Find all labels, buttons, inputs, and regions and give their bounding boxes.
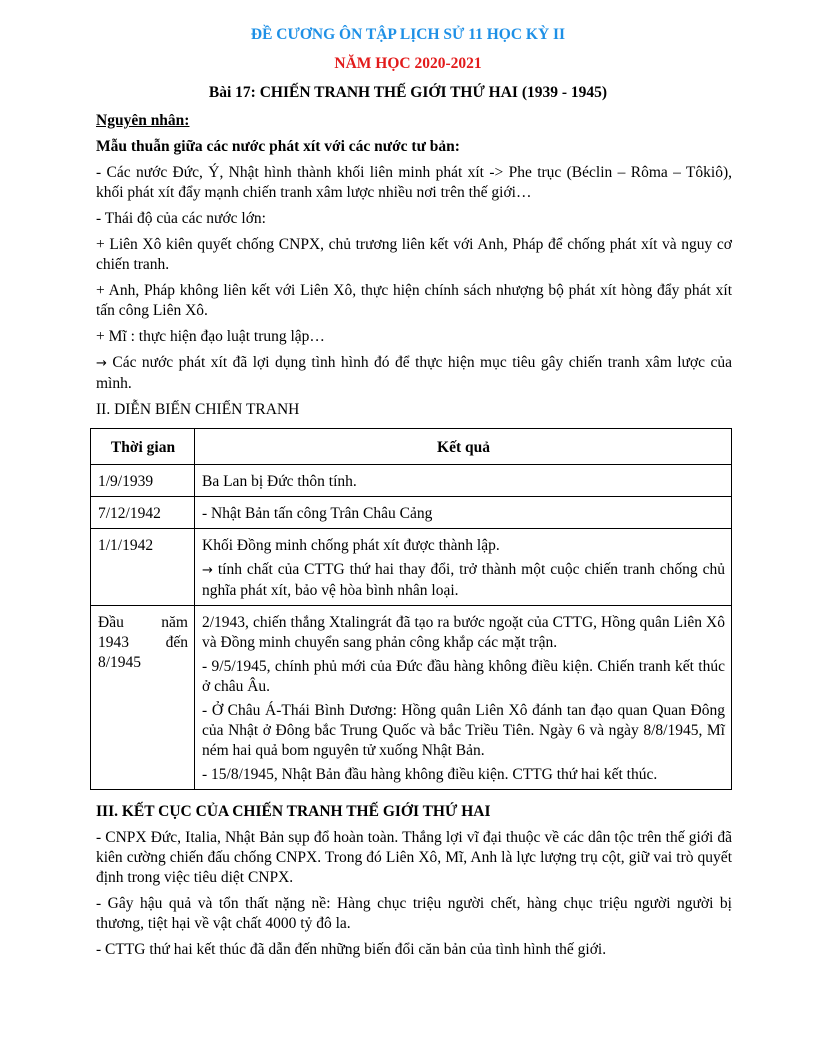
causes-paragraph-3: + Liên Xô kiên quyết chống CNPX, chủ trương liên kết với Anh, Pháp để chống phát xít và nguy cơ chiến tranh. [96,236,732,273]
row-time: 1/9/1939 [91,465,195,497]
column-header-result: Kết quả [195,429,732,465]
causes-heading: Nguyên nhân: [96,112,190,129]
result-text [202,560,725,601]
row-result [195,465,732,497]
causes-conclusion [96,353,732,394]
causes-conclusion-text: Các nước phát xít đã lợi dụng tình hình đó để thực hiện mục tiêu gây chiến tranh xâm lược của mình. [96,354,732,392]
row-time: 1/1/1942 [91,529,195,606]
result-text: - 15/8/1945, Nhật Bản đầu hàng không điều kiện. CTTG thứ hai kết thúc. [202,766,658,783]
causes-subheading: Mẫu thuẫn giữa các nước phát xít với các nước tư bản: [96,138,460,155]
outcome-paragraph-1: - CNPX Đức, Italia, Nhật Bản sụp đổ hoàn toàn. Thắng lợi vĩ đại thuộc về các dân tộc trên thế giới đã kiên cường chiến đấu chống CNPX. Trong đó Liên Xô, Mĩ, Anh là lực lượng trụ cột, giữ vai trò quyết định trong việc tiêu diệt CNPX. [96,829,732,886]
result-text-consequence: tính chất của CTTG thứ hai thay đổi, trở thành một cuộc chiến tranh chống chủ nghĩa phát xít, bảo vệ hòa bình nhân loại. [202,561,725,599]
row-time: 7/12/1942 [91,497,195,529]
outcome-paragraph-3: - CTTG thứ hai kết thúc đã dẫn đến những biến đổi căn bản của tình hình thế giới. [96,941,607,958]
result-text: Ba Lan bị Đức thôn tính. [202,473,357,490]
row-time: Đầu năm 1943 đến 8/1945 [91,606,195,790]
outcome-paragraph-2: - Gây hậu quả và tổn thất nặng nề: Hàng chục triệu người chết, hàng chục triệu người người bị thương, tiệt hại về vật chất 4000 tỷ đô la. [96,895,732,932]
timeline-table [90,428,732,790]
row-result [195,606,732,790]
school-year: NĂM HỌC 2020-2021 [334,55,482,72]
table-row [91,606,732,790]
causes-paragraph-1: - Các nước Đức, Ý, Nhật hình thành khối liên minh phát xít -> Phe trục (Béclin – Rôma – Tôkiô), khối phát xít đẩy mạnh chiến tranh xâm lược nhiều nơi trên thế giới… [96,164,732,201]
result-text: Khối Đồng minh chống phát xít được thành lập. [202,537,500,554]
result-text: - 9/5/1945, chính phủ mới của Đức đầu hàng không điều kiện. Chiến tranh kết thúc ở châu Âu. [202,658,725,695]
section-2-heading: II. DIỄN BIẾN CHIẾN TRANH [96,401,300,418]
table-row [91,529,732,606]
table-row [91,497,732,529]
causes-paragraph-5: + Mĩ : thực hiện đạo luật trung lập… [96,328,325,345]
arrow-right-icon: → [96,356,107,371]
result-text: - Nhật Bản tấn công Trân Châu Cảng [202,505,433,522]
result-text: 2/1943, chiến thắng Xtalingrát đã tạo ra bước ngoặt của CTTG, Hồng quân Liên Xô và Đồng minh chuyển sang phản công khắp các mặt trận. [202,614,725,651]
causes-paragraph-4: + Anh, Pháp không liên kết với Liên Xô, thực hiện chính sách nhượng bộ phát xít hòng đẩy phát xít tấn công Liên Xô. [96,282,732,319]
lesson-title: Bài 17: CHIẾN TRANH THẾ GIỚI THỨ HAI (1939 - 1945) [208,84,608,101]
document-title: ĐỀ CƯƠNG ÔN TẬP LỊCH SỬ 11 HỌC KỲ II [250,26,566,43]
column-header-time: Thời gian [91,429,195,465]
row-result [195,497,732,529]
result-text: - Ở Châu Á-Thái Bình Dương: Hồng quân Liên Xô đánh tan đạo quan Quan Đông của Nhật ở Đông bắc Trung Quốc và bắc Triều Tiên. Ngày 6 và ngày 8/8/1945, Mĩ ném hai quả bom nguyên tử xuống Nhật Bản. [202,702,725,759]
table-header-row [91,429,732,465]
section-3-heading: III. KẾT CỤC CỦA CHIẾN TRANH THẾ GIỚI THỨ HAI [96,803,491,820]
document-body [96,111,732,966]
row-result [195,529,732,606]
arrow-right-icon: → [202,563,213,578]
table-row [91,465,732,497]
causes-paragraph-2: - Thái độ của các nước lớn: [96,210,266,227]
